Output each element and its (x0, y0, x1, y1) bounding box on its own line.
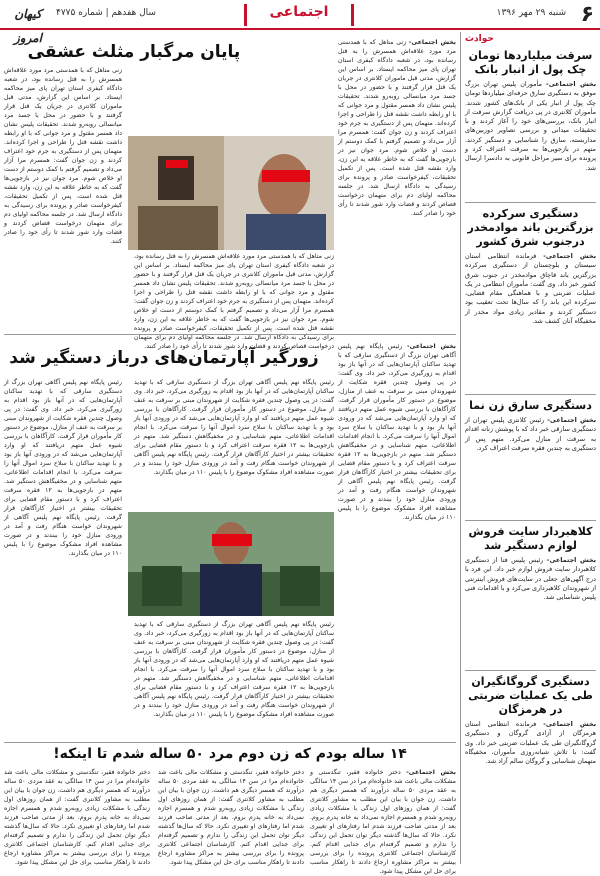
side-story-lead: بخش اجتماعی- (543, 252, 596, 260)
side-story (465, 675, 596, 820)
story-text: زنی متاهل که با همدستی مرد مورد علاقه‌اش همسرش را به قتل رسانده بود، در شعبه دادگاه کیفری استان تهران پای میز محاکمه ایستاد. بر اساس این گزارش، مدتی قبل ماموران کلانتری در جریان یک قتل قرار گرفتند و با حضور در محل با جسد مرد میانسالی روبه‌رو شدند. تحقیقات پلیس نشان داد همسر مقتول و مرد جوانی که با او رابطه داشت نقشه قتل را طراحی و اجرا کرده‌اند. متهمان پس از دستگیری به جرم خود اعتراف کردند و زن جوان گفت: همسرم مرا آزار می‌داد و تصمیم گرفتم با کمک دوستم از دست او خلاص شوم. مرد جوان نیز در بازجویی‌ها گفت که به خاطر علاقه به این زن، وارد نقشه قتل شده است. پس از تکمیل تحقیقات، کیفرخواست صادر و پرونده برای رسیدگی به دادگاه ارسال شد. در جلسه محاکمه اولیای دم برای متهمان درخواست قصاص کردند و قضات وارد شور شدند تا رأی خود را صادر کنند. (134, 253, 334, 350)
story-body-column (4, 378, 122, 734)
story-text: دختر خانواده فقیر، تنگدستی و مشکلات مالی باعث شد خانواده‌ام مرا در سن ۱۴ سالگی به عقد مردی ۵۰ ساله درآورند که همسر دیگری هم داشت. زن جوان با بیان این مطلب به مشاور کلانتری گفت: از همان روزهای اول زندگی با مشکلات زیادی روبه‌رو شدم و همسرم اجازه نمی‌داد به خانه پدرم بروم. بعد از مدتی صاحب فرزند شدم اما رفتارهای او تغییری نکرد. حالا که سال‌ها گذشته دیگر توان تحمل این زندگی را ندارم و تصمیم گرفته‌ام برای جدایی اقدام کنم. کارشناسان اجتماعی کلانتری پرونده را برای بررسی بیشتر به مراکز مشاوره ارجاع دادند تا راهکار مناسب برای حل این مشکل پیدا شود. (158, 769, 304, 866)
side-story-headline: دستگیری سارق زن نما (469, 399, 592, 412)
story-text: رئیس پایگاه نهم پلیس آگاهی تهران بزرگ از دستگیری سارقی که با تهدید ساکنان آپارتمان‌هایی که در آنها باز بود اقدام به زورگیری می‌کرد، خبر داد. وی گفت: در پی وصول چندین فقره شکایت از شهروندان مبنی بر سرقت به عنف از منازل، موضوع در دستور کار مأموران قرار گرفت. کارآگاهان با بررسی شیوه عمل متهم دریافتند که او وارد آپارتمان‌هایی می‌شد که در ورودی آنها باز بود و با تهدید ساکنان با سلاح سرد اموال آنها را سرقت می‌کرد. با انجام اقدامات اطلاعاتی، متهم شناسایی و در مخفیگاهش دستگیر شد. متهم در بازجویی‌ها به ۱۲ فقره سرقت اعتراف کرد و با دستور مقام قضایی برای تحقیقات بیشتر در اختیار کارآگاهان قرار گرفت. رئیس پایگاه نهم پلیس آگاهی از شهروندان خواست هنگام رفت و آمد در ورودی منازل خود را ببندند و در صورت مشاهده افراد مشکوک موضوع را با پلیس ۱۱۰ در میان بگذارند. (134, 379, 334, 476)
story-text: زنی متاهل که با همدستی مرد مورد علاقه‌اش همسرش را به قتل رسانده بود، در شعبه دادگاه کیفری استان تهران پای میز محاکمه ایستاد. بر اساس این گزارش، مدتی قبل ماموران کلانتری در جریان یک قتل قرار گرفتند و با حضور در محل با جسد مرد میانسالی روبه‌رو شدند. تحقیقات پلیس نشان داد همسر مقتول و مرد جوانی که با او رابطه داشت نقشه قتل را طراحی و اجرا کرده‌اند. متهمان پس از دستگیری به جرم خود اعتراف کردند و زن جوان گفت: همسرم مرا آزار می‌داد و تصمیم گرفتم با کمک دوستم از دست او خلاص شوم. مرد جوان نیز در بازجویی‌ها گفت که به خاطر علاقه به این زن، وارد نقشه قتل شده است. پس از تکمیل تحقیقات، کیفرخواست صادر و پرونده برای رسیدگی به دادگاه ارسال شد. در جلسه محاکمه اولیای دم برای متهمان درخواست قصاص کردند و قضات وارد شور شدند تا رأی خود را صادر کنند. (338, 39, 456, 217)
story-headline: پایان مرگبار مثلث عشقی (27, 42, 241, 62)
newspaper-logo: کیهان امروز (14, 7, 42, 45)
divider (465, 520, 596, 521)
side-story-lead: بخش اجتماعی- (547, 416, 596, 424)
side-story-headline: دستگیری گروگانگیران طی یک عملیات ضربتی در هرمزگان (468, 675, 593, 716)
news-sidebar (460, 32, 596, 864)
story-lead: بخش اجتماعی- (406, 769, 456, 776)
side-story-text: فرمانده انتظامی استان هرمزگان از آزادی گروگان و دستگیری گروگانگیران طی یک عملیات ضربتی خبر داد. وی گفت: با تلاش شبانه‌روزی مأموران، مخفیگاه متهمان شناسایی و گروگان سالم آزاد شد. (465, 720, 596, 766)
side-story (465, 399, 596, 516)
story-headline: ۱۴ ساله بودم که زن دوم مرد ۵۰ ساله شدم تا اینکه! (53, 746, 407, 762)
story-text: رئیس پایگاه نهم پلیس آگاهی تهران بزرگ از دستگیری سارقی که با تهدید ساکنان آپارتمان‌هایی که در آنها باز بود اقدام به زورگیری می‌کرد، خبر داد. وی گفت: در پی وصول چندین فقره شکایت از شهروندان مبنی بر سرقت به عنف از منازل، موضوع در دستور کار مأموران قرار گرفت. کارآگاهان با بررسی شیوه عمل متهم دریافتند که او وارد آپارتمان‌هایی می‌شد که در ورودی آنها باز بود و با تهدید ساکنان با سلاح سرد اموال آنها را سرقت می‌کرد. با انجام اقدامات اطلاعاتی، متهم شناسایی و در مخفیگاهش دستگیر شد. متهم در بازجویی‌ها به ۱۲ فقره سرقت اعتراف کرد و با دستور مقام قضایی برای تحقیقات بیشتر در اختیار کارآگاهان قرار گرفت. رئیس پایگاه نهم پلیس آگاهی از شهروندان خواست هنگام رفت و آمد در ورودی منازل خود را ببندند و در صورت مشاهده افراد مشکوک موضوع را با پلیس ۱۱۰ در میان بگذارند. (338, 343, 456, 521)
side-story-text: رئیس پلیس فتا از دستگیری کلاهبردار سایت فروش لوازم خبر داد. این فرد با درج آگهی‌های جعلی در سایت‌های فروش اینترنتی از شهروندان کلاهبرداری می‌کرد و با اقدامات فنی پلیس شناسایی شد. (465, 556, 596, 602)
divider (4, 334, 456, 335)
story-text: زنی متاهل که با همدستی مرد مورد علاقه‌اش همسرش را به قتل رسانده بود، در شعبه دادگاه کیفری استان تهران پای میز محاکمه ایستاد. بر اساس این گزارش، مدتی قبل ماموران کلانتری در جریان یک قتل قرار گرفتند و با حضور در محل با جسد مرد میانسالی روبه‌رو شدند. تحقیقات پلیس نشان داد همسر مقتول و مرد جوانی که با او رابطه داشت نقشه قتل را طراحی و اجرا کرده‌اند. متهمان پس از دستگیری به جرم خود اعتراف کردند و زن جوان گفت: همسرم مرا آزار می‌داد و تصمیم گرفتم با کمک دوستم از دست او خلاص شوم. مرد جوان نیز در بازجویی‌ها گفت که به خاطر علاقه به این زن، وارد نقشه قتل شده است. پس از تکمیل تحقیقات، کیفرخواست صادر و پرونده برای رسیدگی به دادگاه ارسال شد. در جلسه محاکمه اولیای دم برای متهمان درخواست قصاص کردند و قضات وارد شور شدند تا رأی خود را صادر کنند. (4, 67, 122, 245)
side-story-text: فرمانده انتظامی استان سیستان و بلوچستان از دستگیری سرکرده بزرگترین باند قاچاق موادمخدر در جنوب شرق کشور خبر داد. وی گفت: مأموران انتظامی در یک عملیات ضربتی و با هماهنگی مقام قضایی، سرکرده این باند را که سال‌ها تحت تعقیب بود دستگیر کردند و مقادیر زیادی مواد مخدر از مخفیگاه آنان کشف شد. (465, 252, 596, 326)
story-body-column (310, 768, 456, 875)
side-story-lead: بخش اجتماعی- (543, 720, 596, 728)
story-photo (128, 136, 334, 250)
photo-illustration (128, 136, 334, 250)
side-story-headline: سرقت میلیاردها تومان چک پول از انبار بانک (468, 49, 593, 76)
story-text: رئیس پایگاه نهم پلیس آگاهی تهران بزرگ از دستگیری سارقی که با تهدید ساکنان آپارتمان‌هایی که در آنها باز بود اقدام به زورگیری می‌کرد، خبر داد. وی گفت: در پی وصول چندین فقره شکایت از شهروندان مبنی بر سرقت به عنف از منازل، موضوع در دستور کار مأموران قرار گرفت. کارآگاهان با بررسی شیوه عمل متهم دریافتند که او وارد آپارتمان‌هایی می‌شد که در ورودی آنها باز بود و با تهدید ساکنان با سلاح سرد اموال آنها را سرقت می‌کرد. با انجام اقدامات اطلاعاتی، متهم شناسایی و در مخفیگاهش دستگیر شد. متهم در بازجویی‌ها به ۱۲ فقره سرقت اعتراف کرد و با دستور مقام قضایی برای تحقیقات بیشتر در اختیار کارآگاهان قرار گرفت. رئیس پایگاه نهم پلیس آگاهی از شهروندان خواست هنگام رفت و آمد در ورودی منازل خود را ببندند و در صورت مشاهده افراد مشکوک موضوع را با پلیس ۱۱۰ در میان بگذارند. (4, 379, 122, 557)
story-body-column (134, 620, 334, 734)
sidebar-category: حوادث (465, 34, 494, 44)
story-body-column (4, 768, 150, 866)
story-text: رئیس پایگاه نهم پلیس آگاهی تهران بزرگ از دستگیری سارقی که با تهدید ساکنان آپارتمان‌هایی که در آنها باز بود اقدام به زورگیری می‌کرد، خبر داد. وی گفت: در پی وصول چندین فقره شکایت از شهروندان مبنی بر سرقت به عنف از منازل، موضوع در دستور کار مأموران قرار گرفت. کارآگاهان با بررسی شیوه عمل متهم دریافتند که او وارد آپارتمان‌هایی می‌شد که در ورودی آنها باز بود و با تهدید ساکنان با سلاح سرد اموال آنها را سرقت می‌کرد. با انجام اقدامات اطلاعاتی، متهم شناسایی و در مخفیگاهش دستگیر شد. متهم در بازجویی‌ها به ۱۲ فقره سرقت اعتراف کرد و با دستور مقام قضایی برای تحقیقات بیشتر در اختیار کارآگاهان قرار گرفت. رئیس پایگاه نهم پلیس آگاهی از شهروندان خواست هنگام رفت و آمد در ورودی منازل خود را ببندند و در صورت مشاهده افراد مشکوک موضوع را با پلیس ۱۱۰ در میان بگذارند. (134, 621, 334, 718)
story-lead: بخش اجتماعی- (407, 343, 456, 350)
main-content (4, 32, 456, 875)
story-text: دختر خانواده فقیر، تنگدستی و مشکلات مالی باعث شد خانواده‌ام مرا در سن ۱۴ سالگی به عقد مردی ۵۰ ساله درآورند که همسر دیگری هم داشت. زن جوان با بیان این مطلب به مشاور کلانتری گفت: از همان روزهای اول زندگی با مشکلات زیادی روبه‌رو شدم و همسرم اجازه نمی‌داد به خانه پدرم بروم. بعد از مدتی صاحب فرزند شدم اما رفتارهای او تغییری نکرد. حالا که سال‌ها گذشته دیگر توان تحمل این زندگی را ندارم و تصمیم گرفته‌ام برای جدایی اقدام کنم. کارشناسان اجتماعی کلانتری پرونده را برای بررسی بیشتر به مراکز مشاوره ارجاع دادند تا راهکار مناسب برای حل این مشکل پیدا شود. (4, 769, 150, 866)
story-body-column (134, 378, 334, 508)
second-story (4, 338, 456, 738)
story-body-column (158, 768, 304, 866)
side-story-body (465, 252, 596, 390)
lead-story (4, 32, 456, 350)
side-story-body (465, 416, 596, 516)
side-story-body (465, 556, 596, 666)
section-title: اجتماعی (244, 4, 354, 26)
story-body-column (338, 342, 456, 734)
side-story (465, 525, 596, 666)
side-story-text: مأموران پلیس تهران بزرگ موفق به دستگیری سارق حرفه‌ای میلیاردها تومان چک پول از انبار یکی از بانک‌های کشور شدند. مأموران کلانتری در پی دریافت گزارش سرقت از انبار بانک، بررسی‌های خود را آغاز کردند و با تحقیقات میدانی و بررسی تصاویر دوربین‌های مداربسته، سارق را شناسایی و دستگیر کردند. متهم در بازجویی‌ها به سرقت اعتراف کرد و پرونده برای سیر مراحل قانونی به دادسرا ارسال شد. (465, 80, 596, 172)
side-story-lead: بخش اجتماعی- (546, 80, 596, 88)
photo-illustration (128, 512, 334, 616)
issue-date: شنبه ۲۹ مهر ۱۳۹۶ (496, 8, 566, 18)
side-story-headline: کلاهبردار سایت فروش لوازم دستگیر شد (468, 525, 593, 552)
story-headline: زورگیر آپارتمان‌های درباز دستگیر شد (9, 348, 319, 368)
page-number: ۶ (580, 2, 594, 27)
face-blur-bar (166, 160, 188, 168)
story-body-column (4, 66, 122, 330)
side-story (465, 49, 596, 198)
face-blur-bar (262, 170, 310, 182)
third-story (4, 746, 456, 875)
divider (465, 670, 596, 671)
face-blur-bar (212, 534, 252, 546)
side-story (465, 207, 596, 390)
divider (4, 742, 456, 743)
story-lead: بخش اجتماعی- (408, 39, 456, 46)
side-story-body (465, 720, 596, 820)
side-story-lead: بخش اجتماعی- (546, 556, 596, 564)
side-story-headline: دستگیری سرکرده بزرگترین باند موادمخدر درجنوب شرق کشور (467, 207, 594, 248)
story-text: دختر خانواده فقیر، تنگدستی و مشکلات مالی باعث شد خانواده‌ام مرا در سن ۱۴ سالگی به عقد مردی ۵۰ ساله درآورند که همسر دیگری هم داشت. زن جوان با بیان این مطلب به مشاور کلانتری گفت: از همان روزهای اول زندگی با مشکلات زیادی روبه‌رو شدم و همسرم اجازه نمی‌داد به خانه پدرم بروم. بعد از مدتی صاحب فرزند شدم اما رفتارهای او تغییری نکرد. حالا که سال‌ها گذشته دیگر توان تحمل این زندگی را ندارم و تصمیم گرفته‌ام برای جدایی اقدام کنم. کارشناسان اجتماعی کلانتری پرونده را برای بررسی بیشتر به مراکز مشاوره ارجاع دادند تا راهکار مناسب برای حل این مشکل پیدا شود. (310, 769, 456, 875)
story-body-column (338, 38, 456, 328)
side-story-body (465, 80, 596, 198)
story-photo (128, 512, 334, 616)
divider (465, 394, 596, 395)
issue-number: سال هفدهم | شماره ۴۷۷۵ (56, 8, 156, 18)
story-body-column (134, 252, 334, 350)
divider (465, 202, 596, 203)
side-story-text: رئیس کلانتری پلیس تهران از دستگیری سارقی خبر داد که با پوشش زنانه اقدام به سرقت از منازل می‌کرد. متهم پس از دستگیری به چندین فقره سرقت اعتراف کرد. (465, 416, 596, 452)
